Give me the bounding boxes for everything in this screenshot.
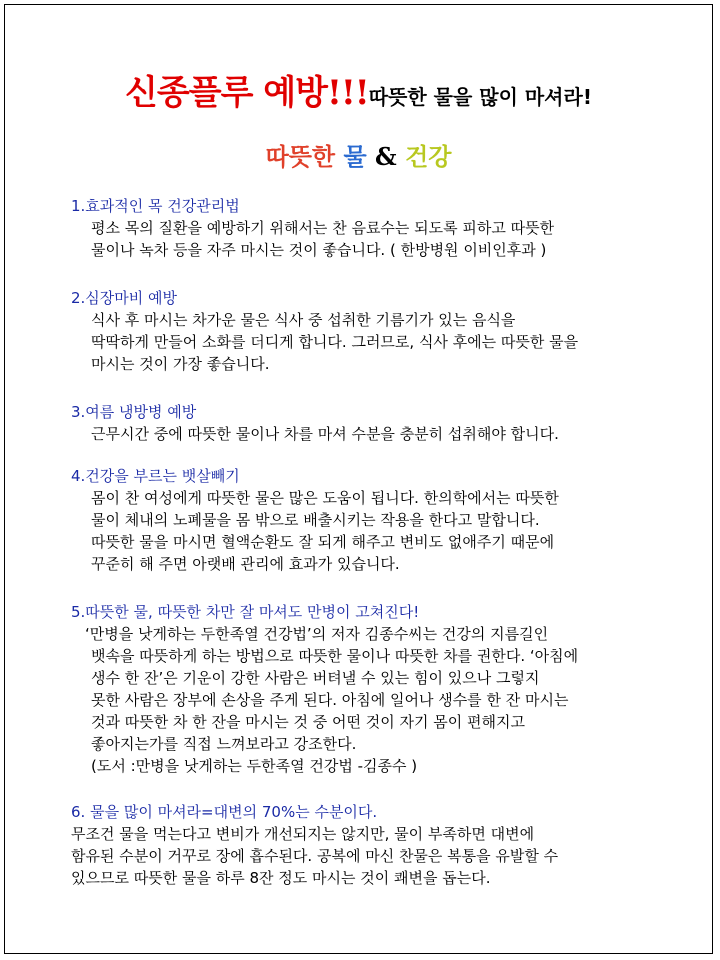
section-line: 따뜻한 물을 마시면 혈액순환도 잘 되게 해주고 변비도 없애주기 때문에 (91, 533, 555, 551)
section-line: 식사 후 마시는 차가운 물은 식사 중 섭취한 기름기가 있는 음식을 (91, 311, 516, 329)
section-4 (71, 465, 662, 575)
section-line: 물이나 녹차 등을 자주 마시는 것이 좋습니다. ( 한방병원 이비인후과 ) (91, 241, 547, 259)
section-title: 1.효과적인 목 건강관리법 (71, 197, 240, 215)
document-page (4, 4, 713, 954)
section-line: 꾸준히 해 주면 아랫배 관리에 효과가 있습니다. (91, 555, 400, 573)
section-6 (71, 801, 662, 889)
section-line: 딱딱하게 만들어 소화를 더디게 합니다. 그러므로, 식사 후에는 따뜻한 물을 (91, 333, 579, 351)
headline-main: 신종플루 예방!!! (125, 73, 369, 113)
subtitle-part-water: 물 (343, 142, 367, 171)
headline (5, 65, 712, 114)
section-line: 물이 체내의 노폐물을 몸 밖으로 배출시키는 작용을 한다고 말합니다. (91, 511, 540, 529)
section-line: 무조건 물을 먹는다고 변비가 개선되지는 않지만, 물이 부족하면 대변에 (71, 825, 535, 843)
section-line: 생수 한 잔’은 기운이 강한 사람은 버텨낼 수 있는 힘이 있으나 그렇지 (91, 669, 540, 687)
section-title: 3.여름 냉방병 예방 (71, 403, 197, 421)
subtitle-part-warm: 따뜻한 (265, 142, 344, 171)
section-line: 좋아지는가를 직접 느껴보라고 강조한다. (91, 735, 357, 753)
section-line: 것과 따뜻한 차 한 잔을 마시는 것 중 어떤 것이 자기 몸이 편해지고 (91, 713, 525, 731)
section-line: 뱃속을 따뜻하게 하는 방법으로 따뜻한 물이나 따뜻한 차를 권한다. ‘아침에 (91, 647, 579, 665)
subtitle (5, 137, 712, 172)
subtitle-part-ampersand: & (366, 142, 406, 171)
section-title: 4.건강을 부르는 뱃살빼기 (71, 467, 240, 485)
section-line: ‘만병을 낫게하는 두한족열 건강법’의 저자 김종수씨는 건강의 지름길인 (85, 625, 549, 643)
section-line: 함유된 수분이 거꾸로 장에 흡수된다. 공복에 마신 찬물은 복통을 유발할 수 (71, 847, 559, 865)
section-title: 2.심장마비 예방 (71, 289, 178, 307)
section-line: 근무시간 중에 따뜻한 물이나 차를 마셔 수분을 충분히 섭취해야 합니다. (91, 425, 559, 443)
section-title: 5.따뜻한 물, 따뜻한 차만 잘 마셔도 만병이 고쳐진다! (71, 603, 420, 621)
section-2 (71, 287, 662, 375)
section-citation: (도서 :만병을 낫게하는 두한족열 건강법 -김종수 ) (91, 757, 418, 775)
section-line: 마시는 것이 가장 좋습니다. (91, 355, 270, 373)
headline-sub: 따뜻한 물을 많이 마셔라! (368, 85, 592, 109)
section-1 (71, 195, 662, 261)
section-line: 못한 사람은 장부에 손상을 주게 된다. 아침에 일어나 생수를 한 잔 마시는 (91, 691, 569, 709)
section-5 (71, 601, 662, 777)
section-line: 평소 목의 질환을 예방하기 위해서는 찬 음료수는 되도록 피하고 따뜻한 (91, 219, 555, 237)
section-3 (71, 401, 662, 445)
section-title: 6. 물을 많이 마셔라=대변의 70%는 수분이다. (71, 803, 378, 821)
subtitle-part-health: 건강 (405, 142, 452, 171)
section-line: 몸이 찬 여성에게 따뜻한 물은 많은 도움이 됩니다. 한의학에서는 따뜻한 (91, 489, 559, 507)
section-line: 있으므로 따뜻한 물을 하루 8잔 정도 마시는 것이 쾌변을 돕는다. (71, 869, 491, 887)
